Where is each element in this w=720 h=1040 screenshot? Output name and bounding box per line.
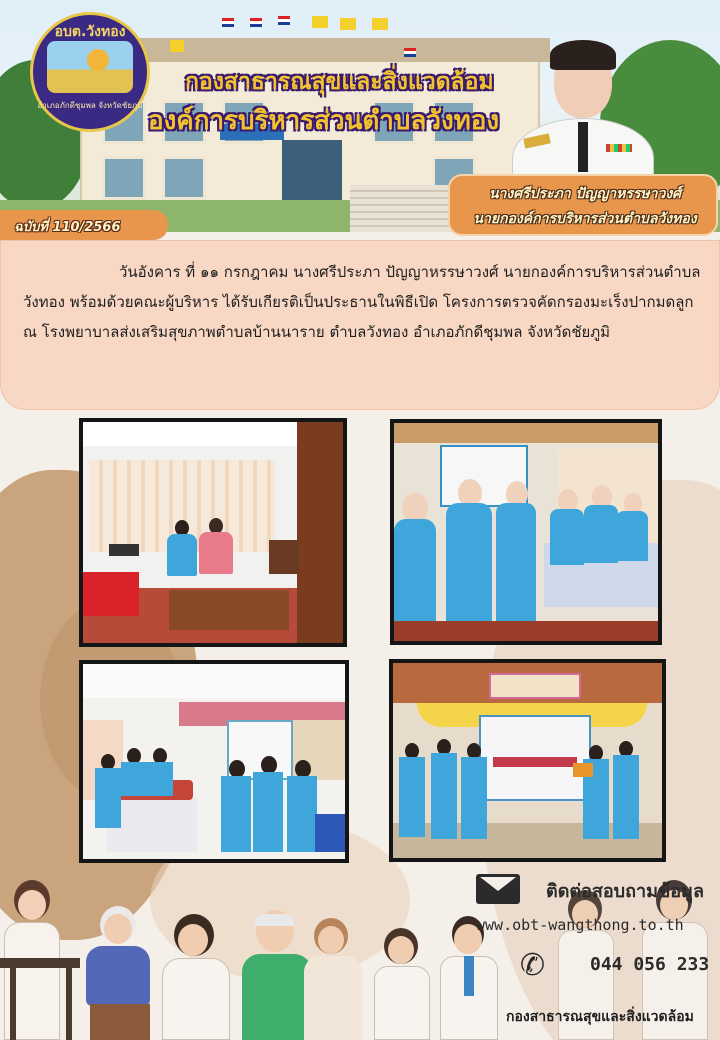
issue-number: ฉบับที่ 110/2566 bbox=[14, 220, 121, 235]
thai-flag bbox=[222, 18, 234, 27]
illustration-medical-staff-1 bbox=[372, 928, 434, 1040]
issue-number-tab bbox=[0, 210, 168, 240]
website-link[interactable]: www.obt-wangthong.to.th bbox=[476, 916, 684, 934]
front-steps bbox=[350, 185, 460, 232]
event-photo-2 bbox=[390, 419, 662, 645]
phone-number[interactable]: 044 056 233 bbox=[590, 954, 710, 975]
thai-flag bbox=[404, 48, 416, 57]
official-name: นางศรีประภา ปัญญาหรรษาวงศ์ bbox=[488, 186, 682, 202]
contact-label: ติดต่อสอบถามข้อมูล bbox=[546, 881, 704, 902]
thai-flag bbox=[278, 16, 290, 25]
phone-icon: ✆ bbox=[520, 948, 546, 983]
yellow-flag bbox=[340, 18, 356, 30]
medal-ribbon-icon bbox=[606, 144, 632, 152]
logo-emblem bbox=[47, 41, 133, 93]
illustration-doctor-center bbox=[158, 914, 238, 1040]
logo-subtitle: อำเภอภักดีชุมพล จังหวัดชัยภูมิ bbox=[37, 101, 143, 110]
footer-department: กองสาธารณสุขและสิ่งแวดล้อม bbox=[506, 1009, 694, 1025]
organization-title: องค์การบริหารส่วนตำบลวังทอง bbox=[148, 106, 500, 136]
organization-logo bbox=[30, 12, 150, 132]
logo-title: อบต.วังทอง bbox=[54, 24, 126, 40]
article-box bbox=[0, 240, 720, 410]
official-name-card bbox=[448, 174, 718, 236]
illustration-medical-staff-2 bbox=[438, 916, 502, 1040]
yellow-flag bbox=[170, 40, 184, 52]
official-position: นายกองค์การบริหารส่วนตำบลวังทอง bbox=[473, 211, 697, 227]
yellow-flag bbox=[312, 16, 328, 28]
illustration-table bbox=[0, 958, 80, 1040]
envelope-icon bbox=[476, 874, 520, 904]
yellow-flag bbox=[372, 18, 388, 30]
thai-flag bbox=[250, 18, 262, 27]
event-photo-4 bbox=[389, 659, 666, 862]
department-title: กองสาธารณสุขและสิ่งแวดล้อม bbox=[185, 69, 494, 95]
illustration-elderly-woman bbox=[300, 918, 370, 1040]
event-photo-3 bbox=[79, 660, 349, 863]
article-text: วันอังคาร ที่ ๑๑ กรกฎาคม นางศรีประภา ปัญญาหรรษาวงศ์ นายกองค์การบริหารส่วนตำบลวังทอง พร้อมด้วยคณะผู้บริหาร ได้รับเกียรติเป็นประธานในพิธีเปิด โครงการตรวจคัดกรองมะเร็งปากมดลูก ณ โรงพยาบาลส่งเสริมสุขภาพตำบลบ้านนาราย ตำบลวังทอง อำเภอภักดีชุมพล จังหวัดชัยภูมิ bbox=[23, 263, 701, 341]
official-portrait bbox=[512, 40, 654, 190]
sun-icon bbox=[87, 49, 109, 71]
event-photo-1 bbox=[79, 418, 347, 647]
